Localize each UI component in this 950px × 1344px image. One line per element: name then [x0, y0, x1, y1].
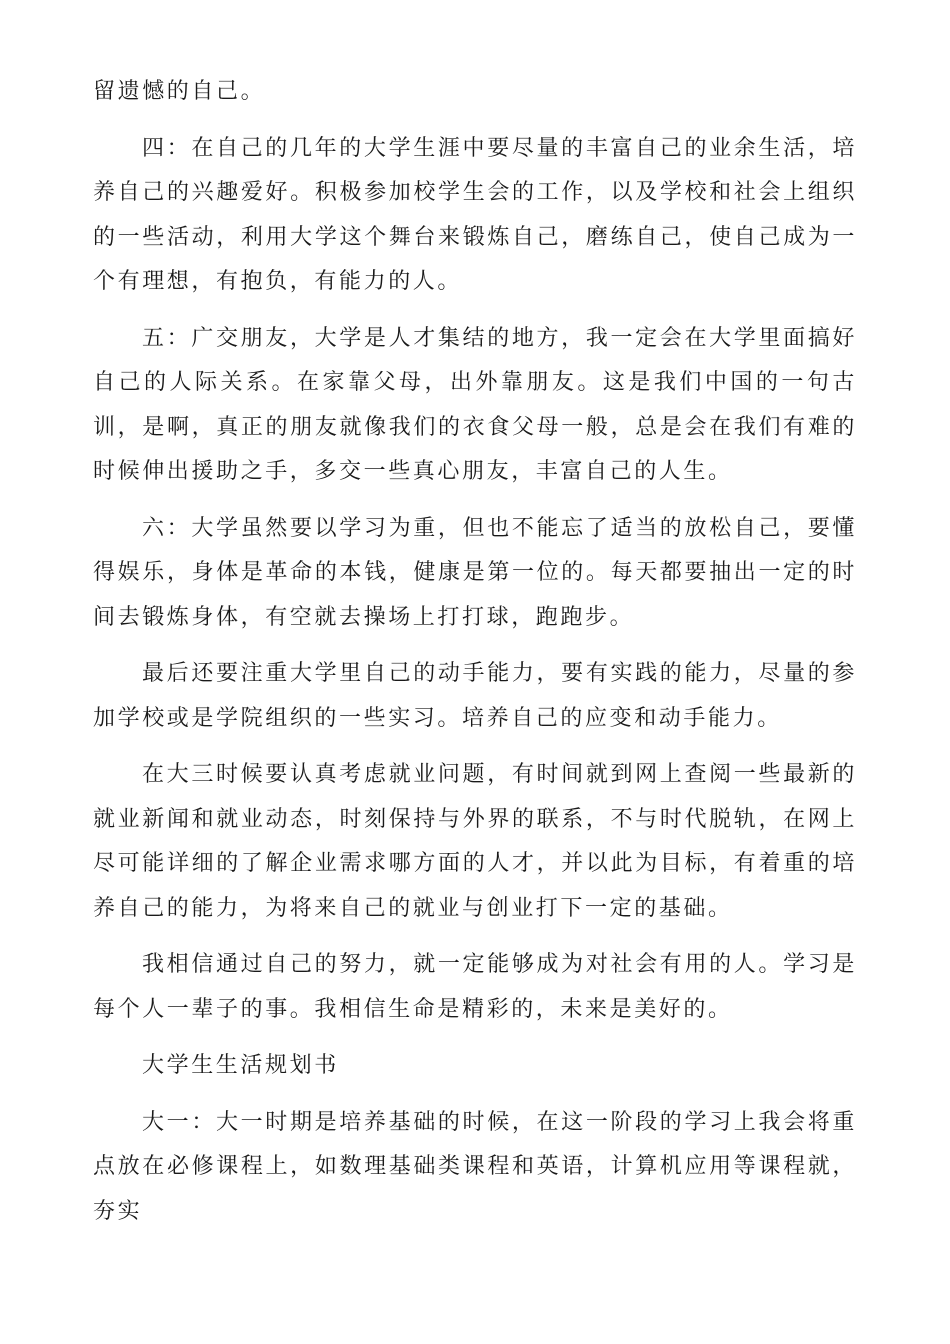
paragraph-point-five: 五：广交朋友，大学是人才集结的地方，我一定会在大学里面搞好自己的人际关系。在家靠父母，出外靠朋友。这是我们中国的一句古训，是啊，真正的朋友就像我们的衣食父母一般，总是会在我们有难的时候伸出援助之手，多交一些真心朋友，丰富自己的人生。: [93, 325, 857, 484]
paragraph-point-six: 六：大学虽然要以学习为重，但也不能忘了适当的放松自己，要懂得娱乐，身体是革命的本钱，健康是第一位的。每天都要抽出一定的时间去锻炼身体，有空就去操场上打打球，跑跑步。: [93, 515, 857, 630]
document-body: [93, 70, 857, 1246]
paragraph-conclusion: 我相信通过自己的努力，就一定能够成为对社会有用的人。学习是每个人一辈子的事。我相信生命是精彩的，未来是美好的。: [93, 952, 857, 1022]
paragraph-practical-ability: 最后还要注重大学里自己的动手能力，要有实践的能力，尽量的参加学校或是学院组织的一些实习。培养自己的应变和动手能力。: [93, 661, 857, 731]
paragraph-point-four: 四：在自己的几年的大学生涯中要尽量的丰富自己的业余生活，培养自己的兴趣爱好。积极参加校学生会的工作，以及学校和社会上组织的一些活动，利用大学这个舞台来锻炼自己，磨练自己，使自己成为一个有理想，有抱负，有能力的人。: [93, 135, 857, 294]
paragraph-freshman-year: 大一：大一时期是培养基础的时候，在这一阶段的学习上我会将重点放在必修课程上，如数理基础类课程和英语，计算机应用等课程就，夯实: [93, 1109, 857, 1224]
paragraph-continuation: 留遗憾的自己。: [93, 79, 266, 104]
section-heading: 大学生生活规划书: [142, 1053, 339, 1078]
paragraph-employment: 在大三时候要认真考虑就业问题，有时间就到网上查阅一些最新的就业新闻和就业动态，时刻保持与外界的联系，不与时代脱轨，在网上尽可能详细的了解企业需求哪方面的人才，并以此为目标，有着重的培养自己的能力，为将来自己的就业与创业打下一定的基础。: [93, 762, 857, 921]
